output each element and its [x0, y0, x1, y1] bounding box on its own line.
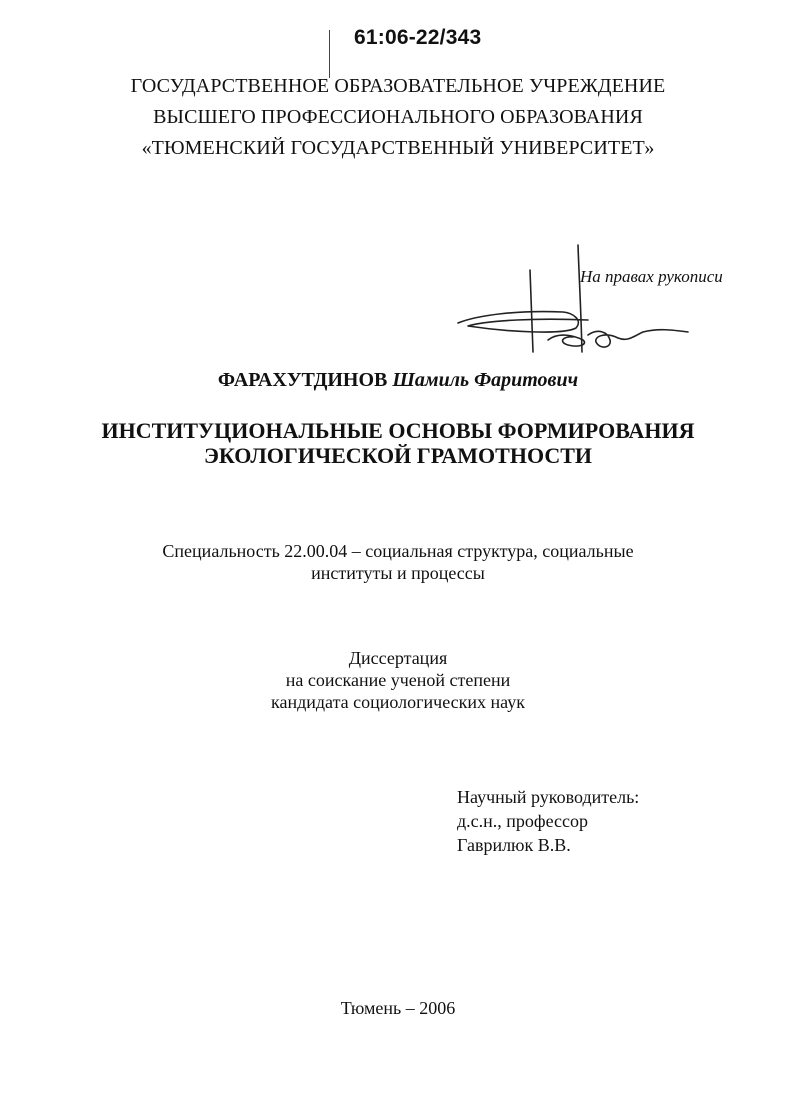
adviser-rank: д.с.н., профессор	[457, 811, 588, 831]
adviser-label: Научный руководитель:	[457, 787, 640, 807]
city-year: Тюмень – 2006	[340, 998, 456, 1018]
degree-line-2: на соискание ученой степени	[285, 670, 511, 690]
institution-line-3: «ТЮМЕНСКИЙ ГОСУДАРСТВЕННЫЙ УНИВЕРСИТЕТ»	[141, 137, 655, 159]
institution-line-2: ВЫСШЕГО ПРОФЕССИОНАЛЬНОГО ОБРАЗОВАНИЯ	[153, 106, 643, 128]
adviser-name: Гаврилюк В.В.	[457, 835, 571, 855]
author-name: Шамиль Фаритович	[392, 369, 579, 391]
catalog-number: 61:06-22/343	[354, 26, 482, 49]
degree-line-3: кандидата социологических наук	[271, 692, 525, 712]
stamp-tick-mark	[329, 30, 330, 78]
author-line	[0, 369, 796, 392]
manuscript-note: На правах рукописи	[580, 267, 723, 286]
degree-line-1: Диссертация	[348, 648, 448, 668]
title-line-1: ИНСТИТУЦИОНАЛЬНЫЕ ОСНОВЫ ФОРМИРОВАНИЯ	[101, 418, 695, 443]
institution-line-1: ГОСУДАРСТВЕННОЕ ОБРАЗОВАТЕЛЬНОЕ УЧРЕЖДЕНИЕ	[130, 75, 666, 97]
author-surname: ФАРАХУТДИНОВ	[217, 369, 388, 391]
title-line-2: ЭКОЛОГИЧЕСКОЙ ГРАМОТНОСТИ	[203, 443, 593, 468]
specialty-line-2: институты и процессы	[311, 563, 485, 583]
handwritten-signature	[448, 240, 693, 370]
specialty-line-1: Специальность 22.00.04 – социальная структура, социальные	[162, 541, 634, 561]
